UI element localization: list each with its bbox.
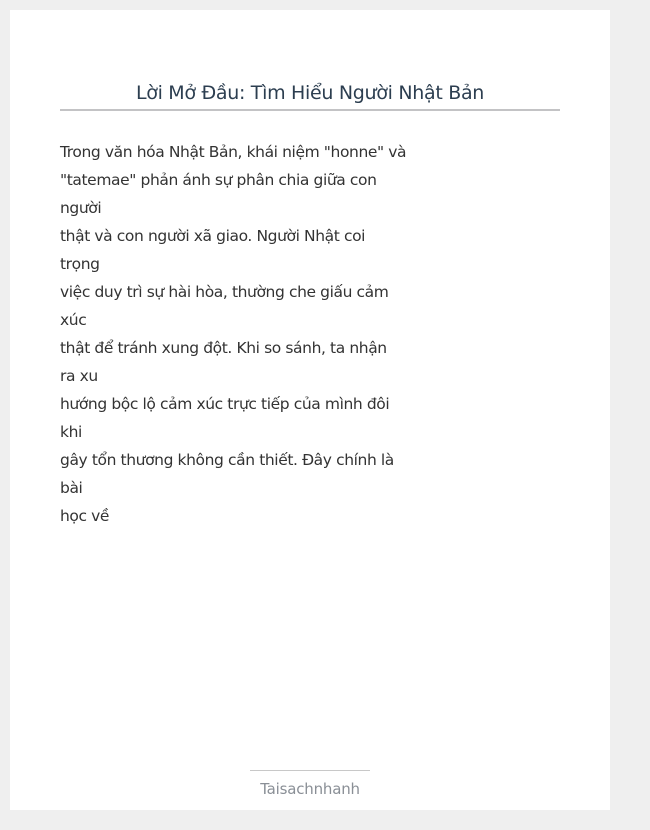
body-line: bài: [60, 479, 83, 497]
body-line: việc duy trì sự hài hòa, thường che giấu cảm: [60, 283, 389, 301]
footer-divider: [250, 770, 370, 771]
body-line: trọng: [60, 255, 100, 273]
body-line: ra xu: [60, 367, 98, 385]
body-line: khi: [60, 423, 82, 441]
page-title: Lời Mở Đầu: Tìm Hiểu Người Nhật Bản: [135, 82, 485, 104]
body-line: gây tổn thương không cần thiết. Đây chính là: [60, 451, 394, 469]
body-line: thật để tránh xung đột. Khi so sánh, ta nhận: [60, 339, 387, 357]
body-line: Trong văn hóa Nhật Bản, khái niệm "honne" và: [60, 143, 407, 161]
document-page: [10, 10, 610, 810]
body-line: học về: [60, 507, 110, 525]
body-line: "tatemae" phản ánh sự phân chia giữa con: [60, 171, 377, 189]
body-line: hướng bộc lộ cảm xúc trực tiếp của mình đôi: [60, 395, 390, 413]
body-paragraph: [60, 138, 420, 530]
footer-brand: Taisachnhanh: [260, 780, 360, 798]
body-line: người: [60, 199, 102, 217]
body-line: thật và con người xã giao. Người Nhật coi: [60, 227, 366, 245]
body-line: xúc: [60, 311, 87, 329]
title-divider: [60, 109, 560, 111]
